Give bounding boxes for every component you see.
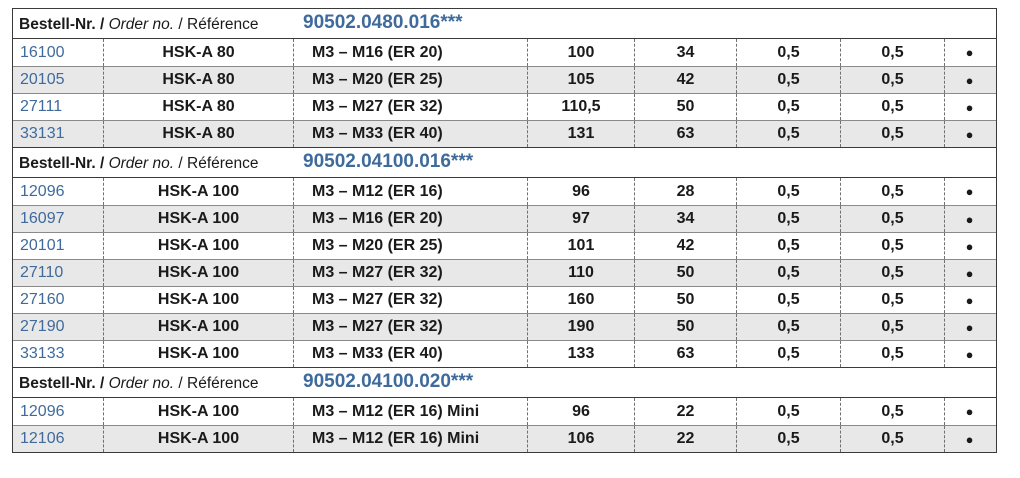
order-number: 27110 [20,264,64,281]
order-number: 16100 [20,43,65,61]
label-de: Bestell-Nr. / [19,155,105,172]
value-a: 0,5 [736,233,840,259]
dimension-d: 160 [527,287,634,313]
dimension-l: 22 [634,398,736,425]
value-b: 0,5 [840,426,944,452]
availability-dot: ● [944,233,994,259]
thread-range: M3 – M33 (ER 40) [293,121,527,147]
value-b: 0,5 [840,341,944,367]
value-b: 0,5 [840,233,944,259]
shank-type: HSK-A 100 [103,260,293,286]
availability-dot: ● [944,67,994,93]
shank-type: HSK-A 100 [103,341,293,367]
value-a: 0,5 [736,398,840,425]
availability-dot: ● [944,314,994,340]
table-row [13,178,996,205]
shank-type: HSK-A 80 [103,121,293,147]
value-a: 0,5 [736,287,840,313]
product-table [12,8,997,453]
dimension-l: 63 [634,341,736,367]
shank-type: HSK-A 100 [103,233,293,259]
table-row [13,398,996,425]
availability-dot: ● [944,178,994,205]
label-fr: / Référence [178,155,259,172]
dimension-l: 34 [634,206,736,232]
value-a: 0,5 [736,39,840,66]
dimension-l: 42 [634,233,736,259]
thread-range: M3 – M16 (ER 20) [293,206,527,232]
section-header [13,8,996,39]
thread-range: M3 – M12 (ER 16) [293,178,527,205]
order-number: 33131 [20,125,65,142]
dimension-l: 50 [634,94,736,120]
value-b: 0,5 [840,39,944,66]
availability-dot: ● [944,398,994,425]
dimension-l: 42 [634,67,736,93]
table-row [13,93,996,120]
thread-range: M3 – M27 (ER 32) [293,94,527,120]
value-a: 0,5 [736,94,840,120]
value-b: 0,5 [840,287,944,313]
order-number-label [19,16,259,34]
shank-type: HSK-A 80 [103,67,293,93]
value-b: 0,5 [840,260,944,286]
availability-dot: ● [944,206,994,232]
shank-type: HSK-A 100 [103,178,293,205]
table-row [13,425,996,452]
dimension-d: 110,5 [527,94,634,120]
thread-range: M3 – M33 (ER 40) [293,341,527,367]
value-a: 0,5 [736,341,840,367]
shank-type: HSK-A 100 [103,426,293,452]
table-row [13,313,996,340]
order-number-label [19,155,259,173]
label-fr: / Référence [178,16,259,33]
value-a: 0,5 [736,121,840,147]
dimension-d: 110 [527,260,634,286]
label-en: Order no. [108,375,175,392]
thread-range: M3 – M12 (ER 16) Mini [293,426,527,452]
shank-type: HSK-A 100 [103,398,293,425]
section-header [13,367,996,398]
dimension-l: 22 [634,426,736,452]
value-a: 0,5 [736,206,840,232]
thread-range: M3 – M27 (ER 32) [293,287,527,313]
dimension-d: 97 [527,206,634,232]
table-row [13,205,996,232]
value-a: 0,5 [736,260,840,286]
reference-number: 90502.04100.016*** [303,151,474,172]
thread-range: M3 – M16 (ER 20) [293,39,527,66]
dimension-d: 105 [527,67,634,93]
dimension-l: 50 [634,260,736,286]
dimension-l: 50 [634,287,736,313]
shank-type: HSK-A 100 [103,314,293,340]
availability-dot: ● [944,39,994,66]
table-row [13,232,996,259]
order-number: 12096 [20,402,65,420]
value-a: 0,5 [736,67,840,93]
availability-dot: ● [944,341,994,367]
dimension-d: 101 [527,233,634,259]
label-fr: / Référence [178,375,259,392]
label-de: Bestell-Nr. / [19,375,105,392]
value-b: 0,5 [840,206,944,232]
availability-dot: ● [944,287,994,313]
shank-type: HSK-A 100 [103,206,293,232]
dimension-d: 106 [527,426,634,452]
shank-type: HSK-A 100 [103,287,293,313]
value-a: 0,5 [736,426,840,452]
thread-range: M3 – M20 (ER 25) [293,233,527,259]
order-number: 20101 [20,237,65,254]
dimension-d: 131 [527,121,634,147]
table-row [13,120,996,147]
dimension-d: 100 [527,39,634,66]
dimension-d: 133 [527,341,634,367]
dimension-l: 28 [634,178,736,205]
order-number: 27111 [20,98,63,115]
order-number: 27190 [20,318,65,335]
value-a: 0,5 [736,314,840,340]
availability-dot: ● [944,426,994,452]
value-b: 0,5 [840,178,944,205]
value-b: 0,5 [840,94,944,120]
value-b: 0,5 [840,314,944,340]
availability-dot: ● [944,121,994,147]
order-number: 20105 [20,71,65,88]
value-b: 0,5 [840,121,944,147]
dimension-d: 190 [527,314,634,340]
table-row [13,39,996,66]
order-number: 12096 [20,182,65,200]
thread-range: M3 – M20 (ER 25) [293,67,527,93]
order-number: 16097 [20,210,65,227]
label-en: Order no. [108,16,175,33]
order-number: 12106 [20,430,65,447]
dimension-l: 50 [634,314,736,340]
label-de: Bestell-Nr. / [19,16,105,33]
order-number: 27160 [20,291,65,308]
order-number-label [19,375,259,393]
dimension-l: 34 [634,39,736,66]
table-row [13,66,996,93]
value-b: 0,5 [840,67,944,93]
reference-number: 90502.0480.016*** [303,12,463,33]
value-b: 0,5 [840,398,944,425]
availability-dot: ● [944,260,994,286]
dimension-d: 96 [527,398,634,425]
table-row [13,340,996,367]
availability-dot: ● [944,94,994,120]
dimension-d: 96 [527,178,634,205]
reference-number: 90502.04100.020*** [303,371,474,392]
label-en: Order no. [108,155,175,172]
shank-type: HSK-A 80 [103,39,293,66]
table-row [13,259,996,286]
value-a: 0,5 [736,178,840,205]
thread-range: M3 – M27 (ER 32) [293,260,527,286]
order-number: 33133 [20,345,65,362]
dimension-l: 63 [634,121,736,147]
shank-type: HSK-A 80 [103,94,293,120]
section-header [13,147,996,178]
thread-range: M3 – M27 (ER 32) [293,314,527,340]
thread-range: M3 – M12 (ER 16) Mini [293,398,527,425]
table-row [13,286,996,313]
